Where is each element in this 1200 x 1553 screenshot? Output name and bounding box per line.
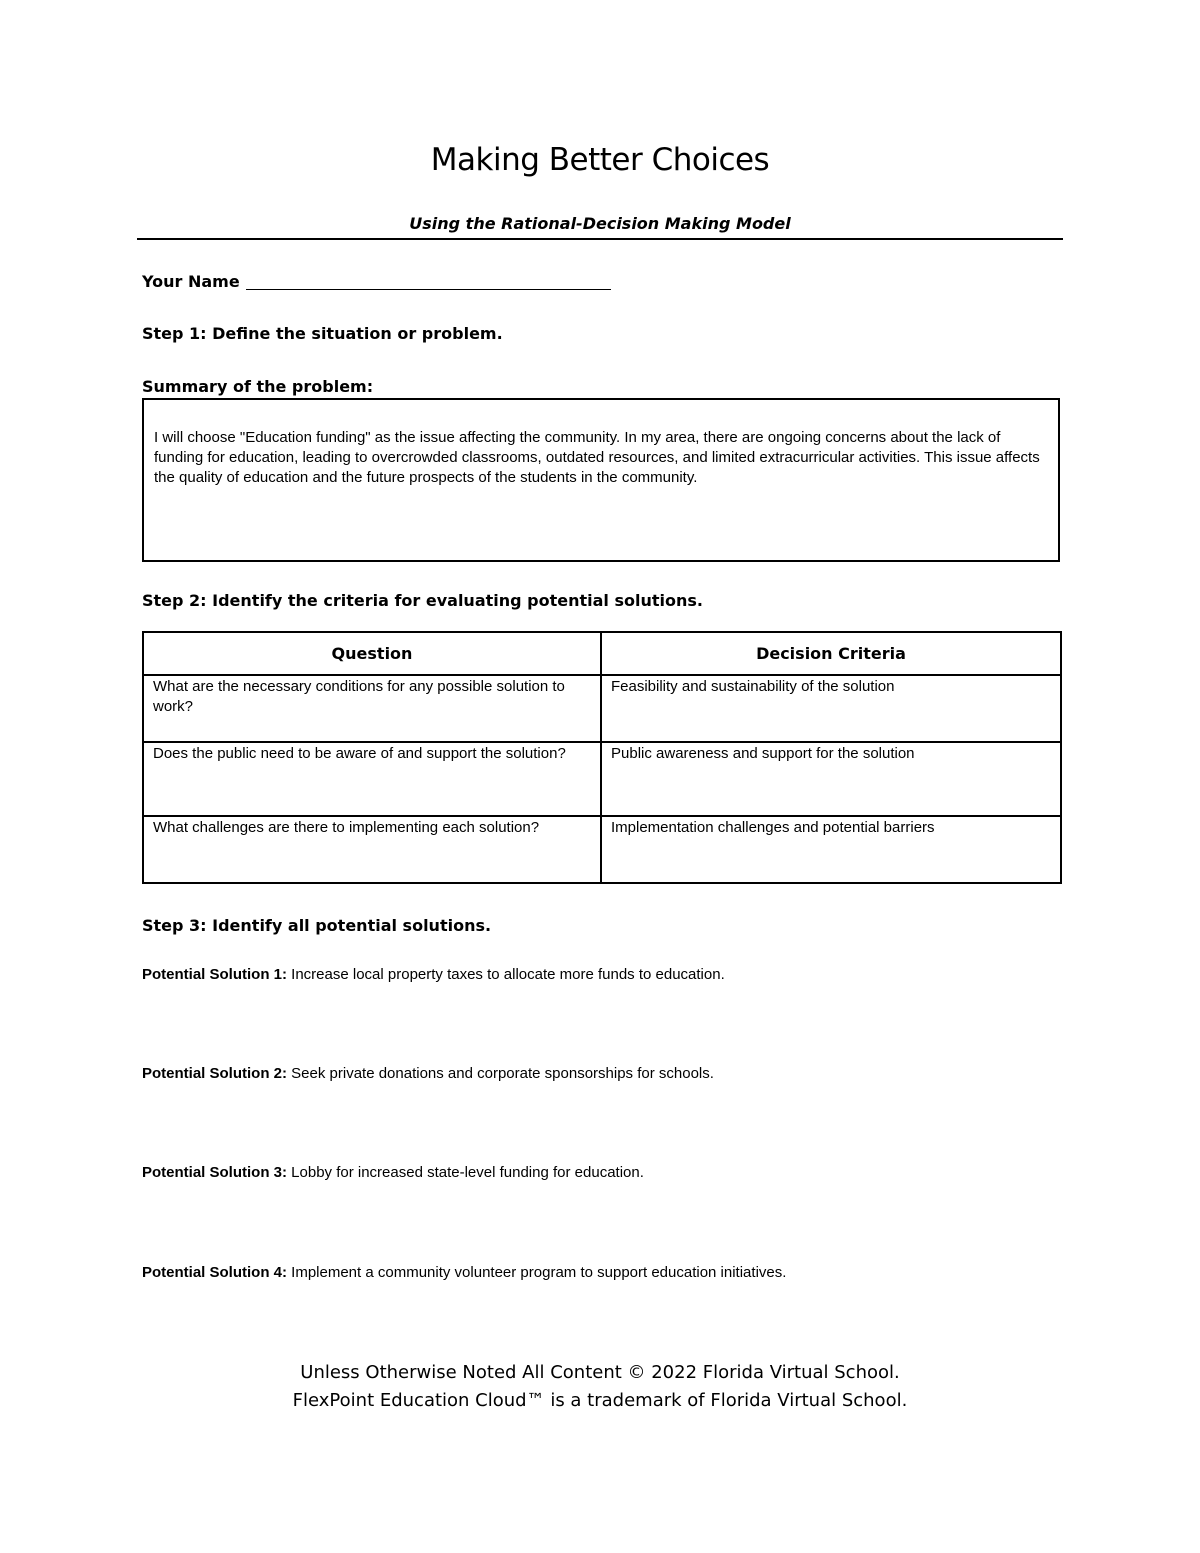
column-header-question: Question [143,632,601,675]
table-row [143,675,1061,742]
solution-text: Lobby for increased state-level funding for education. [287,1164,644,1181]
solution-text: Seek private donations and corporate sponsorships for schools. [287,1065,714,1082]
page-subtitle: Using the Rational-Decision Making Model [409,214,791,233]
question-cell[interactable] [143,675,601,742]
table-row [143,816,1061,883]
summary-text: I will choose "Education funding" as the issue affecting the community. In my area, there are ongoing concerns about the lack of funding for education, leading to overcrowded classrooms, outdated resources, and limited extracurricular activities. This issue affects the quality of education and the future prospects of the students in the community. [154,429,1040,486]
step1-heading: Step 1: Define the situation or problem. [142,324,503,343]
criteria-table [142,631,1062,884]
criteria-cell[interactable] [601,675,1061,742]
question-text: What are the necessary conditions for any possible solution to work? [153,678,565,715]
solution-label: Potential Solution 3: [142,1164,287,1181]
criteria-cell[interactable] [601,816,1061,883]
table-row [143,742,1061,816]
criteria-text: Feasibility and sustainability of the solution [611,678,895,695]
potential-solution-3 [142,1164,644,1181]
question-cell[interactable] [143,742,601,816]
question-cell[interactable] [143,816,601,883]
solution-label: Potential Solution 1: [142,966,287,983]
criteria-text: Implementation challenges and potential barriers [611,819,935,836]
name-input-line[interactable] [246,289,611,290]
solution-text: Implement a community volunteer program to support education initiatives. [287,1264,787,1281]
page-title: Making Better Choices [430,142,770,178]
summary-box[interactable] [142,398,1060,562]
footer-trademark: FlexPoint Education Cloud™ is a trademark of Florida Virtual School. [292,1390,908,1411]
question-text: What challenges are there to implementing each solution? [153,819,540,836]
step2-heading: Step 2: Identify the criteria for evaluating potential solutions. [142,591,703,610]
potential-solution-2 [142,1065,714,1082]
solution-text: Increase local property taxes to allocate more funds to education. [287,966,725,983]
header-divider [137,238,1063,240]
column-header-criteria: Decision Criteria [601,632,1061,675]
solution-label: Potential Solution 4: [142,1264,287,1281]
footer-copyright: Unless Otherwise Noted All Content © 2022 Florida Virtual School. [300,1362,900,1383]
step3-heading: Step 3: Identify all potential solutions. [142,916,492,935]
potential-solution-4 [142,1264,786,1281]
solution-label: Potential Solution 2: [142,1065,287,1082]
criteria-cell[interactable] [601,742,1061,816]
criteria-text: Public awareness and support for the solution [611,745,915,762]
summary-label: Summary of the problem: [142,377,374,396]
potential-solution-1 [142,966,725,983]
table-header-row [143,632,1061,675]
name-label: Your Name [142,272,240,291]
question-text: Does the public need to be aware of and support the solution? [153,745,566,762]
